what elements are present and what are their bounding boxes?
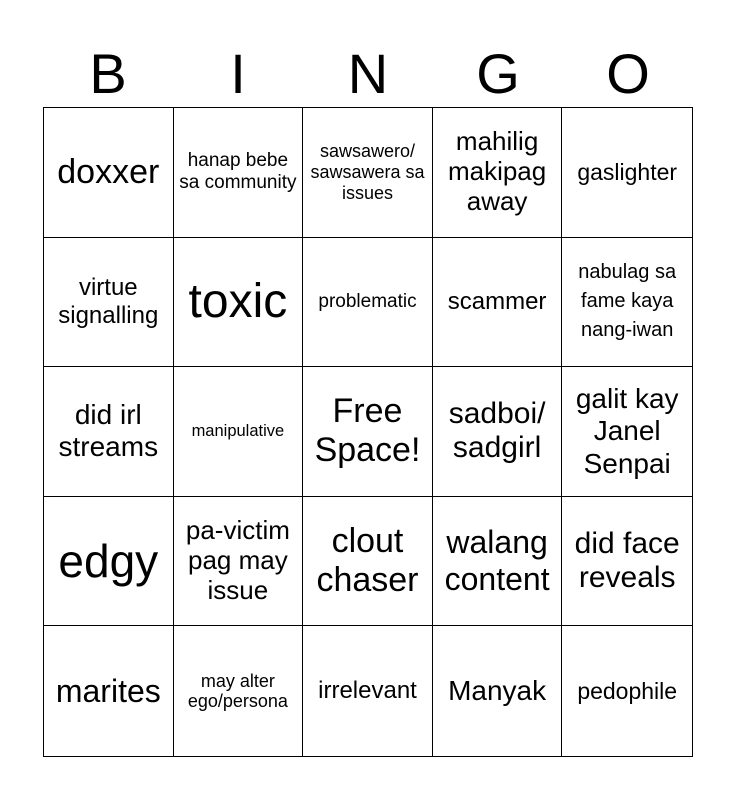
bingo-cell-r4c4[interactable] bbox=[433, 497, 563, 627]
bingo-cell-r3c5[interactable] bbox=[562, 367, 692, 497]
cell-text: scammer bbox=[447, 288, 547, 316]
bingo-cell-r2c3[interactable] bbox=[303, 238, 433, 368]
cell-text: toxic bbox=[188, 275, 288, 329]
cell-text: edgy bbox=[58, 534, 159, 587]
cell-text: pa-victim pag may issue bbox=[185, 515, 290, 606]
bingo-cell-r5c4[interactable] bbox=[433, 626, 563, 756]
cell-text: Free Space! bbox=[314, 392, 421, 470]
header-letter-b: B bbox=[89, 42, 127, 105]
cell-text: problematic bbox=[318, 290, 417, 312]
cell-text: hanap bebe sa community bbox=[179, 150, 297, 194]
bingo-header bbox=[43, 40, 693, 108]
bingo-cell-r2c5[interactable] bbox=[562, 238, 692, 368]
cell-text: walang content bbox=[444, 524, 550, 598]
cell-text: galit kay Janel Senpai bbox=[575, 383, 679, 479]
cell-text: did irl streams bbox=[58, 399, 159, 463]
bingo-cell-r3c4[interactable] bbox=[433, 367, 563, 497]
bingo-cell-r2c4[interactable] bbox=[433, 238, 563, 368]
cell-text: clout chaser bbox=[316, 522, 419, 600]
cell-text: virtue signalling bbox=[58, 274, 159, 329]
cell-text: doxxer bbox=[57, 152, 160, 191]
cell-text: may alter ego/persona bbox=[187, 670, 288, 712]
cell-text: did face reveals bbox=[574, 526, 680, 595]
cell-text: pedophile bbox=[577, 677, 678, 704]
cell-text: sadboi/ sadgirl bbox=[448, 396, 546, 465]
header-letter-i: I bbox=[230, 42, 246, 105]
bingo-cell-r2c2[interactable] bbox=[174, 238, 304, 368]
bingo-cell-r4c3[interactable] bbox=[303, 497, 433, 627]
cell-text: nabulag sa fame kaya nang-iwan bbox=[578, 261, 677, 342]
cell-text: manipulative bbox=[191, 422, 285, 440]
bingo-cell-r1c3[interactable] bbox=[303, 108, 433, 238]
bingo-cell-r3c1[interactable] bbox=[44, 367, 174, 497]
bingo-cell-r3c3[interactable] bbox=[303, 367, 433, 497]
bingo-cell-r2c1[interactable] bbox=[44, 238, 174, 368]
bingo-cell-r1c4[interactable] bbox=[433, 108, 563, 238]
header-letter-g: G bbox=[476, 42, 520, 105]
bingo-board bbox=[43, 107, 693, 757]
bingo-cell-r4c2[interactable] bbox=[174, 497, 304, 627]
bingo-cell-r5c3[interactable] bbox=[303, 626, 433, 756]
bingo-cell-r1c1[interactable] bbox=[44, 108, 174, 238]
cell-text: sawsawero/ sawsawera sa issues bbox=[310, 141, 425, 203]
bingo-cell-r4c5[interactable] bbox=[562, 497, 692, 627]
bingo-cell-r5c1[interactable] bbox=[44, 626, 174, 756]
cell-text: mahilig makipag away bbox=[447, 126, 547, 217]
bingo-cell-r1c2[interactable] bbox=[174, 108, 304, 238]
cell-text: marites bbox=[55, 672, 161, 709]
bingo-cell-r3c2[interactable] bbox=[174, 367, 304, 497]
cell-text: gaslighter bbox=[577, 159, 678, 186]
header-letter-o: O bbox=[606, 42, 650, 105]
bingo-cell-r4c1[interactable] bbox=[44, 497, 174, 627]
bingo-cell-r5c5[interactable] bbox=[562, 626, 692, 756]
header-letter-n: N bbox=[347, 42, 389, 105]
cell-text: Manyak bbox=[448, 675, 547, 707]
cell-text: irrelevant bbox=[318, 677, 417, 705]
bingo-cell-r1c5[interactable] bbox=[562, 108, 692, 238]
bingo-cell-r5c2[interactable] bbox=[174, 626, 304, 756]
